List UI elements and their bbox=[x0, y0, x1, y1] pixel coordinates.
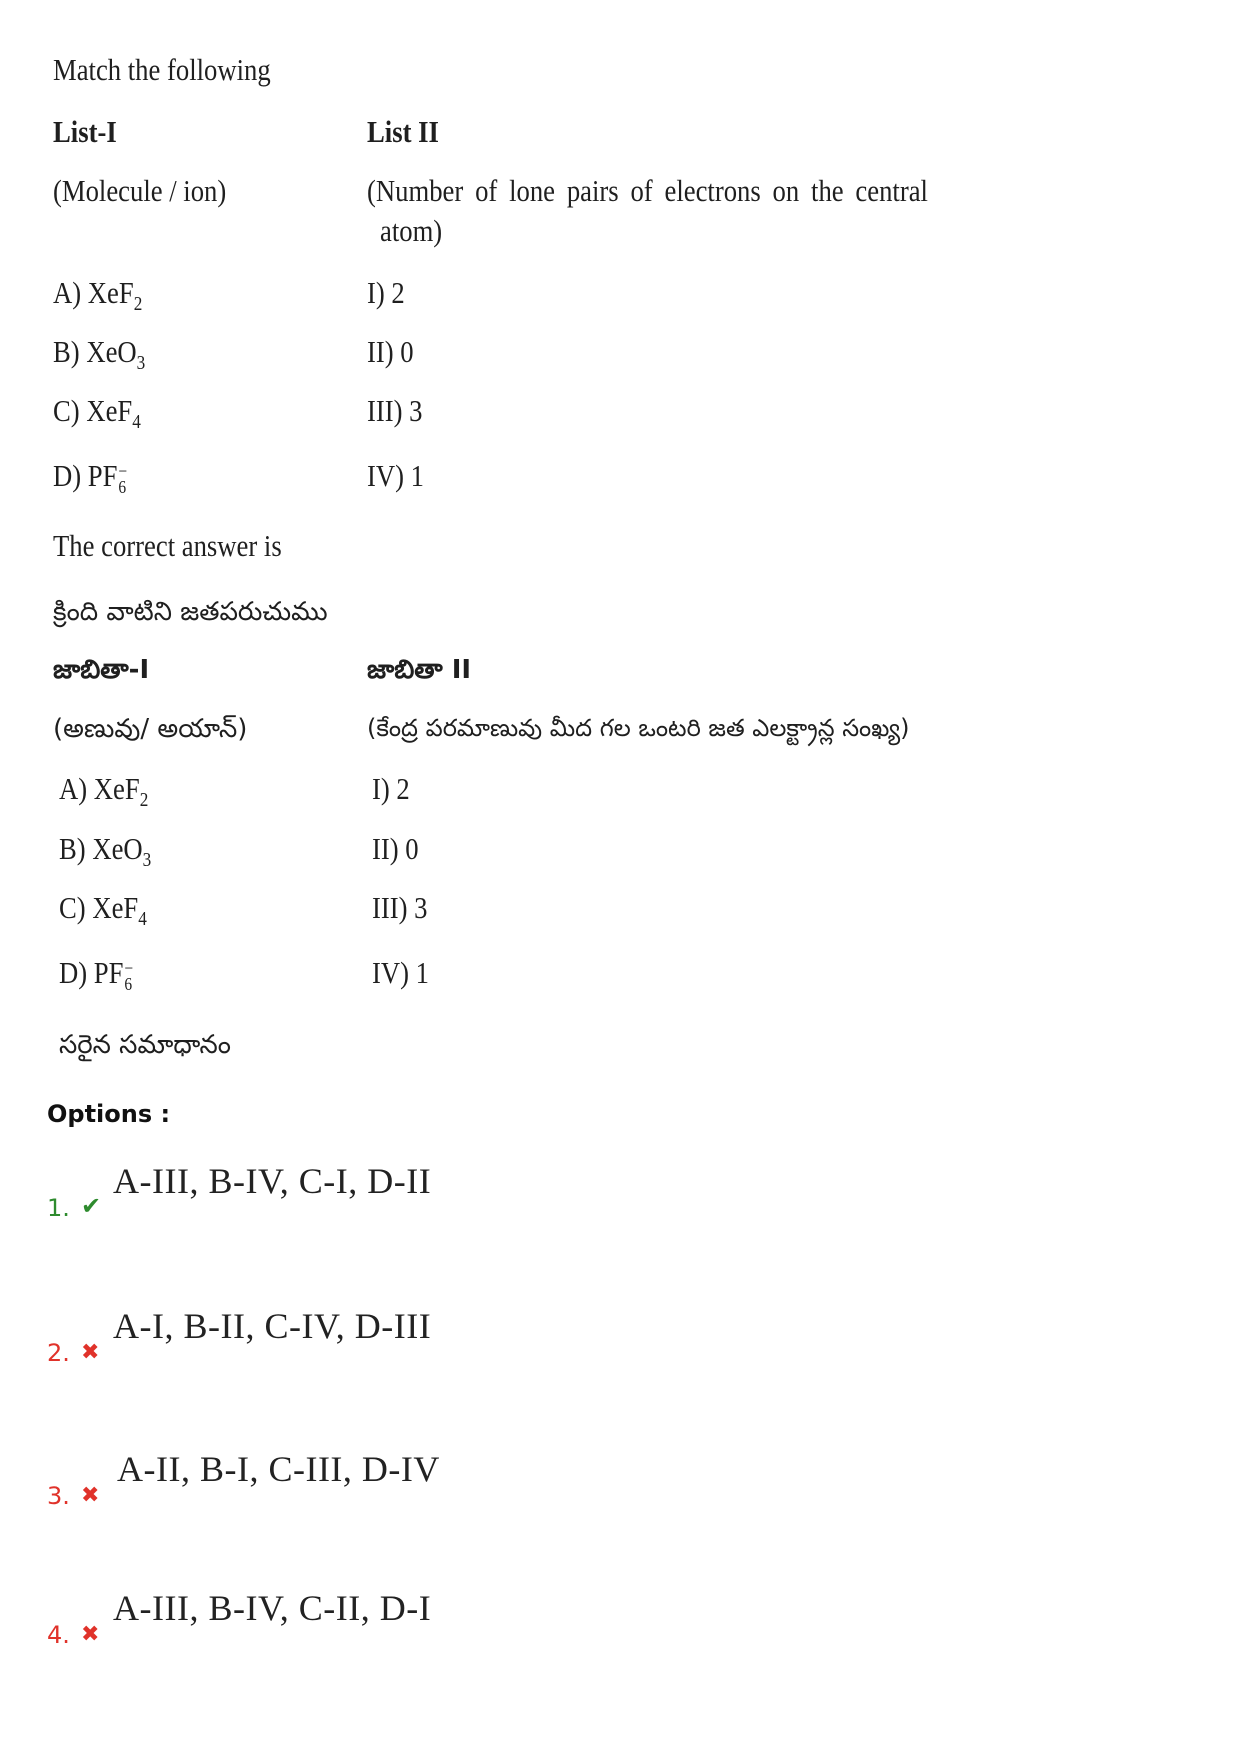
item-left-en-c: C) XeF$_4$ bbox=[53, 393, 141, 434]
list2-title-te: జాబితా II bbox=[367, 655, 472, 685]
list2-subtitle-en-line2: atom) bbox=[380, 213, 443, 248]
item-right-en-1: I) 2 bbox=[367, 275, 405, 310]
cross-icon: ✖ bbox=[81, 1482, 100, 1507]
item-left-te-a: A) XeF$_2$ bbox=[59, 771, 149, 812]
options-label: Options : bbox=[47, 1100, 171, 1128]
cross-icon: ✖ bbox=[81, 1339, 100, 1364]
list1-title-te: జాబితా-I bbox=[53, 655, 150, 685]
item-right-te-4: IV) 1 bbox=[372, 955, 430, 990]
instruction-en: Match the following bbox=[53, 52, 271, 87]
item-right-en-2: II) 0 bbox=[367, 334, 414, 369]
option-text: A-II, B-I, C-III, D-IV bbox=[117, 1449, 440, 1489]
option-number: 2. bbox=[47, 1339, 70, 1367]
list1-title-en: List-I bbox=[53, 114, 117, 149]
list2-subtitle-te: (కేంద్ర పరమాణువు మీద గల ఒంటరి జత ఎలక్ట్రాన్ల సంఖ్య) bbox=[367, 714, 910, 742]
item-left-en-d: D) PF − 6 bbox=[53, 458, 128, 497]
item-left-en-b: B) XeO$_3$ bbox=[53, 334, 146, 375]
option-text: A-III, B-IV, C-II, D-I bbox=[113, 1588, 432, 1628]
item-left-te-c: C) XeF$_4$ bbox=[59, 890, 147, 931]
list2-title-en: List II bbox=[367, 114, 439, 149]
item-right-te-3: III) 3 bbox=[372, 890, 428, 925]
cross-icon: ✖ bbox=[81, 1621, 100, 1646]
item-right-en-3: III) 3 bbox=[367, 393, 423, 428]
item-right-te-1: I) 2 bbox=[372, 771, 410, 806]
option-text: A-III, B-IV, C-I, D-II bbox=[113, 1161, 432, 1201]
option-number: 4. bbox=[47, 1621, 70, 1649]
item-right-te-2: II) 0 bbox=[372, 831, 419, 866]
answer-prompt-te: సరైన సమాధానం bbox=[59, 1030, 231, 1060]
list1-subtitle-te: (అణువు/ అయాన్) bbox=[53, 714, 248, 744]
item-right-en-4: IV) 1 bbox=[367, 458, 425, 493]
item-left-te-b: B) XeO$_3$ bbox=[59, 831, 152, 872]
list1-subtitle-en: (Molecule / ion) bbox=[53, 173, 227, 208]
instruction-te: క్రింది వాటిని జతపరుచుము bbox=[53, 597, 328, 627]
item-left-en-a: A) XeF$_2$ bbox=[53, 275, 143, 316]
answer-prompt-en: The correct answer is bbox=[53, 528, 282, 563]
item-left-te-d: D) PF − 6 bbox=[59, 955, 134, 994]
option-text: A-I, B-II, C-IV, D-III bbox=[113, 1306, 432, 1346]
option-number: 3. bbox=[47, 1482, 70, 1510]
check-icon: ✔ bbox=[81, 1194, 102, 1220]
option-number: 1. bbox=[47, 1194, 70, 1222]
list2-subtitle-en-line1: (Number of lone pairs of electrons on the central bbox=[367, 173, 928, 208]
